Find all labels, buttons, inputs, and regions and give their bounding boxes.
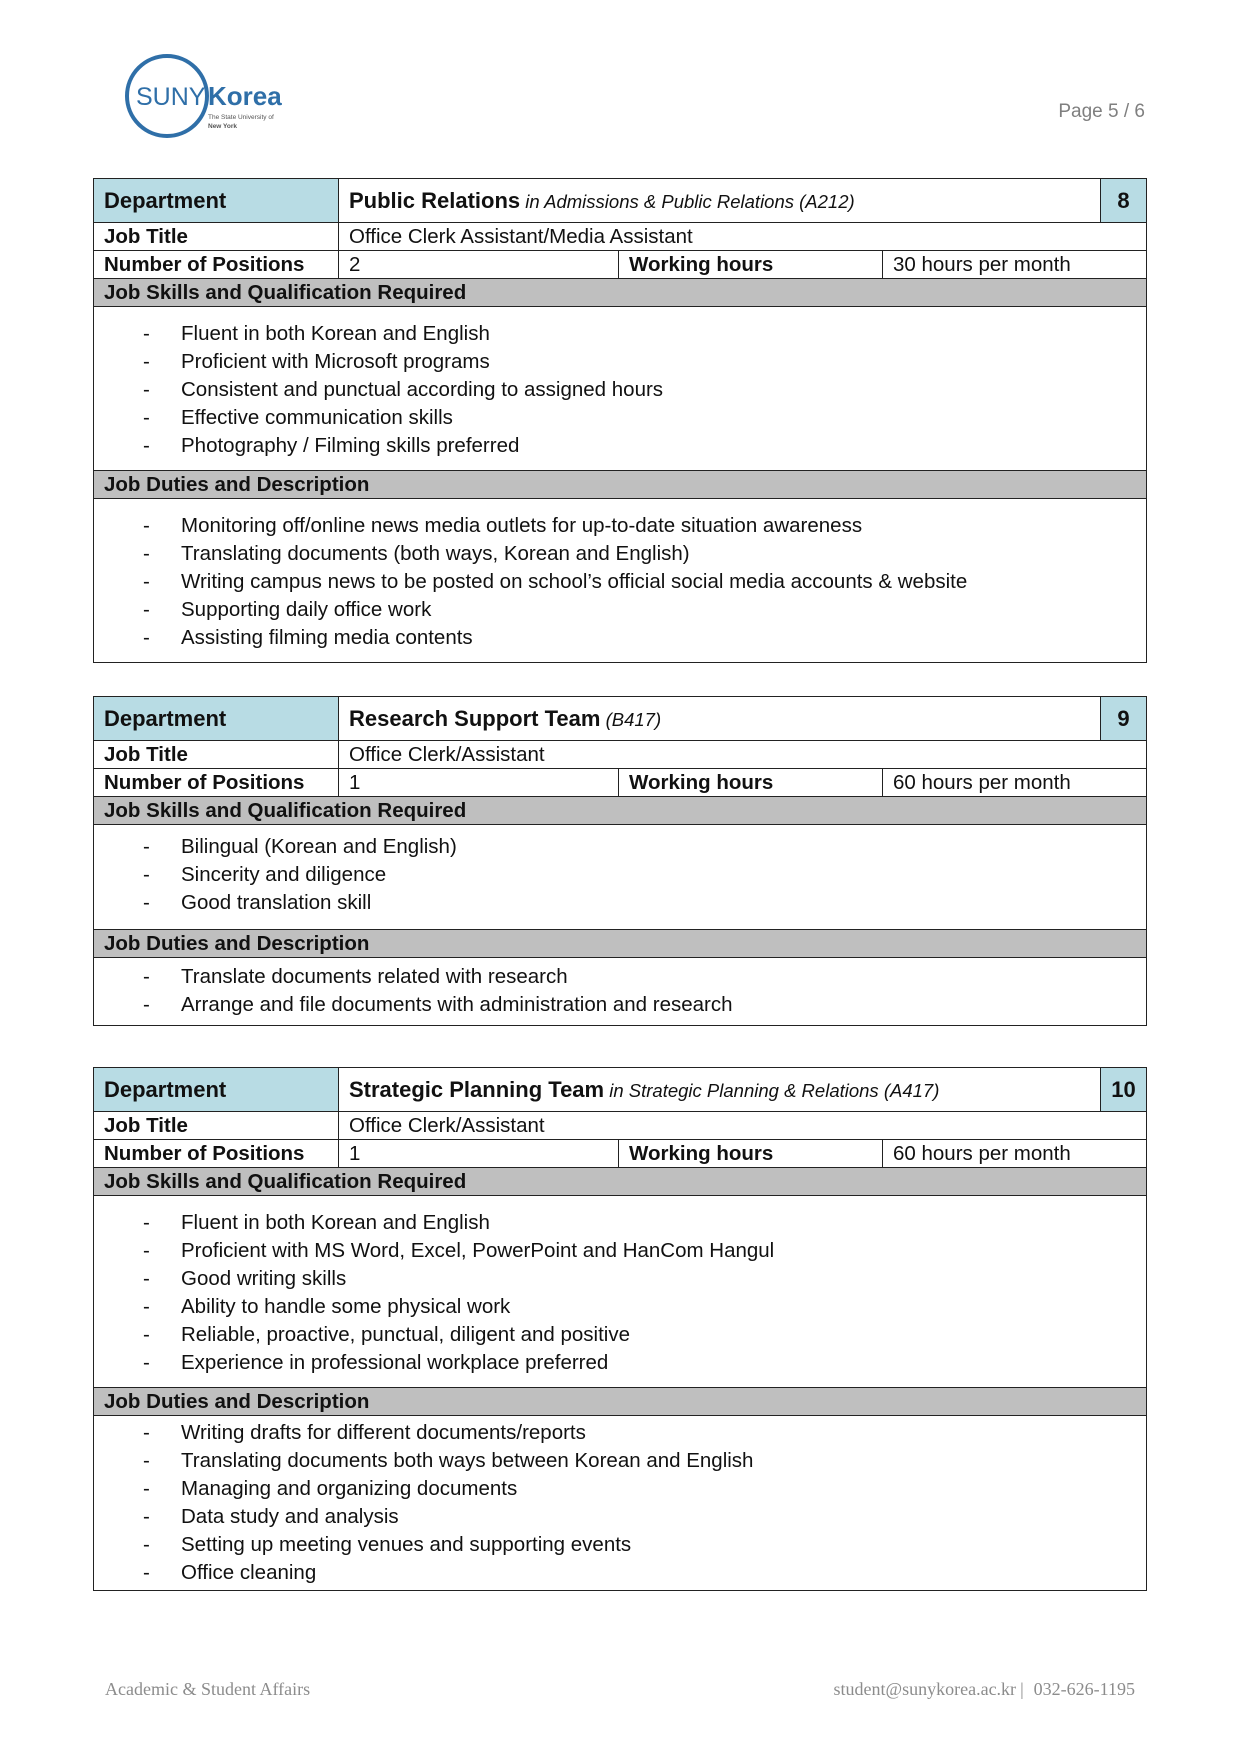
department-name: Public Relations xyxy=(349,187,521,213)
logo-subtitle-line2: New York xyxy=(208,123,238,130)
skills-row xyxy=(94,825,1147,930)
list-item: - Good writing skills xyxy=(94,1265,1136,1293)
list-item: - Supporting daily office work xyxy=(94,596,1136,624)
job-title-row xyxy=(94,741,1147,769)
job-title-row xyxy=(94,223,1147,251)
skills-list xyxy=(94,833,1136,917)
positions-row xyxy=(94,769,1147,797)
skills-header: Job Skills and Qualification Required xyxy=(94,1168,1147,1196)
duties-header: Job Duties and Description xyxy=(94,471,1147,499)
job-table-10 xyxy=(93,1067,1147,1591)
department-name: Research Support Team xyxy=(349,705,601,731)
page-number: Page 5 / 6 xyxy=(1058,101,1145,122)
job-title-label: Job Title xyxy=(94,741,339,769)
suny-korea-logo xyxy=(124,52,294,142)
department-label: Department xyxy=(94,179,339,223)
hours-value: 30 hours per month xyxy=(883,251,1147,279)
hours-label: Working hours xyxy=(619,251,883,279)
skills-cell xyxy=(94,825,1147,930)
job-title-row xyxy=(94,1112,1147,1140)
duties-row xyxy=(94,499,1147,663)
list-item: - Proficient with Microsoft programs xyxy=(94,348,1136,376)
list-item: - Translating documents both ways between Korean and English xyxy=(94,1447,1136,1475)
skills-header: Job Skills and Qualification Required xyxy=(94,279,1147,307)
list-item: - Experience in professional workplace preferred xyxy=(94,1349,1136,1377)
positions-value: 2 xyxy=(339,251,619,279)
duties-header: Job Duties and Description xyxy=(94,1388,1147,1416)
job-title-value: Office Clerk/Assistant xyxy=(339,1112,1147,1140)
list-item: - Translating documents (both ways, Korean and English) xyxy=(94,540,1136,568)
list-item: - Fluent in both Korean and English xyxy=(94,320,1136,348)
logo-korea-text: Korea xyxy=(208,81,282,111)
department-label: Department xyxy=(94,1068,339,1112)
list-item: - Reliable, proactive, punctual, diligent and positive xyxy=(94,1321,1136,1349)
positions-row xyxy=(94,251,1147,279)
duties-header-row xyxy=(94,930,1147,958)
duties-list xyxy=(94,1419,1136,1587)
duties-cell xyxy=(94,958,1147,1026)
list-item: - Bilingual (Korean and English) xyxy=(94,833,1136,861)
job-number: 9 xyxy=(1101,697,1147,741)
list-item: - Effective communication skills xyxy=(94,404,1136,432)
duties-row xyxy=(94,958,1147,1026)
list-item: - Writing campus news to be posted on school’s official social media accounts & website xyxy=(94,568,1136,596)
skills-cell xyxy=(94,307,1147,471)
department-row xyxy=(94,179,1147,223)
list-item: - Managing and organizing documents xyxy=(94,1475,1136,1503)
job-table-8 xyxy=(93,178,1147,663)
department-row xyxy=(94,1068,1147,1112)
list-item: - Data study and analysis xyxy=(94,1503,1136,1531)
footer-contact xyxy=(834,1679,1135,1700)
duties-row xyxy=(94,1416,1147,1591)
list-item: - Assisting filming media contents xyxy=(94,624,1136,652)
list-item: - Photography / Filming skills preferred xyxy=(94,432,1136,460)
list-item: - Consistent and punctual according to assigned hours xyxy=(94,376,1136,404)
job-number: 8 xyxy=(1101,179,1147,223)
list-item: - Translate documents related with research xyxy=(94,963,1136,991)
list-item: - Good translation skill xyxy=(94,889,1136,917)
skills-header-row xyxy=(94,797,1147,825)
job-title-value: Office Clerk Assistant/Media Assistant xyxy=(339,223,1147,251)
skills-row xyxy=(94,307,1147,471)
footer-department: Academic & Student Affairs xyxy=(105,1679,311,1699)
positions-label: Number of Positions xyxy=(94,251,339,279)
list-item: - Arrange and file documents with administration and research xyxy=(94,991,1136,1019)
duties-header-row xyxy=(94,1388,1147,1416)
logo-subtitle-line1: The State University of xyxy=(208,114,274,121)
skills-row xyxy=(94,1196,1147,1388)
hours-label: Working hours xyxy=(619,769,883,797)
list-item: - Office cleaning xyxy=(94,1559,1136,1587)
list-item: - Setting up meeting venues and supporting events xyxy=(94,1531,1136,1559)
department-location: in Strategic Planning & Relations (A417) xyxy=(604,1079,940,1101)
duties-header-row xyxy=(94,471,1147,499)
skills-list xyxy=(94,1209,1136,1377)
skills-cell xyxy=(94,1196,1147,1388)
list-item: - Writing drafts for different documents/reports xyxy=(94,1419,1136,1447)
skills-list xyxy=(94,320,1136,460)
department-name: Strategic Planning Team xyxy=(349,1076,605,1102)
list-item: - Sincerity and diligence xyxy=(94,861,1136,889)
hours-value: 60 hours per month xyxy=(883,1140,1147,1168)
footer-phone: 032-626-1195 xyxy=(1033,1679,1135,1699)
positions-label: Number of Positions xyxy=(94,769,339,797)
department-location: (B417) xyxy=(600,708,662,730)
skills-header-row xyxy=(94,279,1147,307)
positions-value: 1 xyxy=(339,1140,619,1168)
duties-cell xyxy=(94,1416,1147,1591)
duties-cell xyxy=(94,499,1147,663)
job-table-9 xyxy=(93,696,1147,1026)
job-title-value: Office Clerk/Assistant xyxy=(339,741,1147,769)
list-item: - Monitoring off/online news media outlets for up-to-date situation awareness xyxy=(94,512,1136,540)
department-cell xyxy=(339,1068,1101,1112)
hours-value: 60 hours per month xyxy=(883,769,1147,797)
duties-list xyxy=(94,963,1136,1019)
positions-row xyxy=(94,1140,1147,1168)
positions-label: Number of Positions xyxy=(94,1140,339,1168)
skills-header: Job Skills and Qualification Required xyxy=(94,797,1147,825)
positions-value: 1 xyxy=(339,769,619,797)
logo-suny-text: SUNY xyxy=(136,83,206,111)
job-title-label: Job Title xyxy=(94,223,339,251)
list-item: - Fluent in both Korean and English xyxy=(94,1209,1136,1237)
list-item: - Proficient with MS Word, Excel, PowerPoint and HanCom Hangul xyxy=(94,1237,1136,1265)
footer-separator: | xyxy=(1020,1679,1024,1699)
hours-label: Working hours xyxy=(619,1140,883,1168)
department-cell xyxy=(339,179,1101,223)
list-item: - Ability to handle some physical work xyxy=(94,1293,1136,1321)
duties-header: Job Duties and Description xyxy=(94,930,1147,958)
department-label: Department xyxy=(94,697,339,741)
footer-email[interactable]: student@sunykorea.ac.kr xyxy=(833,1679,1017,1699)
job-title-label: Job Title xyxy=(94,1112,339,1140)
department-cell xyxy=(339,697,1101,741)
job-number: 10 xyxy=(1101,1068,1147,1112)
skills-header-row xyxy=(94,1168,1147,1196)
department-location: in Admissions & Public Relations (A212) xyxy=(520,190,855,212)
duties-list xyxy=(94,512,1136,652)
department-row xyxy=(94,697,1147,741)
